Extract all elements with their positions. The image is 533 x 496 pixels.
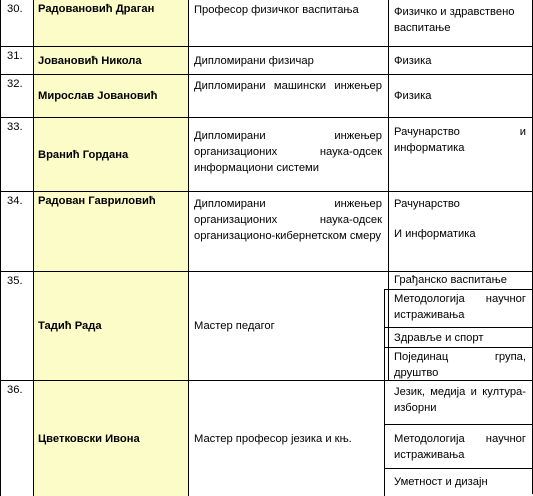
- teacher-qualification: Мастер професор језика и књ.: [188, 380, 388, 496]
- row-number: 34.: [0, 191, 33, 271]
- qualification-text: Дипломирани инжењер организационих наука-одсек организационо-кибернетском смеру: [194, 198, 382, 242]
- row-number: 36.: [0, 380, 33, 496]
- teacher-qualification: [188, 74, 388, 117]
- subject-item: Рачунарство: [394, 198, 460, 210]
- row-number: 35.: [0, 271, 33, 380]
- row-number: 31.: [0, 46, 33, 74]
- subject-subcell: [384, 468, 532, 496]
- subject-item: Физичко и здравствено васпитање: [394, 6, 515, 34]
- teacher-subjects: [388, 191, 532, 271]
- subject-item: Методологија научног истраживања: [394, 293, 526, 321]
- teacher-subjects: [388, 74, 532, 117]
- subject-subcell: [384, 424, 532, 468]
- teacher-subjects: [388, 0, 532, 46]
- subject-item: И информатика: [394, 228, 476, 240]
- teacher-qualification: Мастер педагог: [188, 271, 388, 380]
- subject-item: Језик, медија и култура-изборни: [394, 386, 526, 414]
- teacher-qualification: Дипломирани физичар: [188, 46, 388, 74]
- subject-item: Здравље и спорт: [394, 331, 484, 344]
- subject-item: Методологија научног истраживања: [394, 433, 526, 461]
- subject-subcell: [384, 347, 532, 381]
- qualification-text: Дипломирани инжењер организационих наука-одсек информациони системи: [194, 130, 382, 174]
- subject-subcell: [384, 289, 532, 327]
- teacher-name: Радован Гавриловић: [33, 191, 188, 271]
- teacher-subjects: [388, 46, 532, 74]
- teacher-qualification: [188, 191, 388, 271]
- row-number: 33.: [0, 117, 33, 191]
- teacher-qualification: [188, 117, 388, 191]
- subject-item: Грађанско васпитање: [394, 274, 507, 286]
- teacher-name: Тадић Рада: [33, 271, 188, 380]
- subject-item: Рачунарство и информатика: [394, 126, 526, 154]
- teacher-name: Вранић Гордана: [33, 117, 188, 191]
- subject-subcell: [384, 327, 532, 347]
- row-number: 32.: [0, 74, 33, 117]
- row-number: 30.: [0, 0, 33, 46]
- qualification-text: Дипломирани машински инжењер: [194, 80, 382, 92]
- teacher-qualification: Професор физичког васпитања: [188, 0, 388, 46]
- subject-item: Физика: [394, 90, 432, 102]
- teacher-name: Цветковски Ивона: [33, 380, 188, 496]
- teacher-subjects: [388, 117, 532, 191]
- teacher-name: Јовановић Никола: [33, 46, 188, 74]
- subject-subcell: [384, 380, 532, 424]
- subject-item: Појединац група, друштво: [394, 351, 526, 379]
- teacher-name: Радовановић Драган: [33, 0, 188, 46]
- subject-item: Физика: [394, 54, 432, 67]
- subject-item: Уметност и дизајн: [394, 476, 488, 488]
- teacher-name: Мирослав Јовановић: [33, 74, 188, 117]
